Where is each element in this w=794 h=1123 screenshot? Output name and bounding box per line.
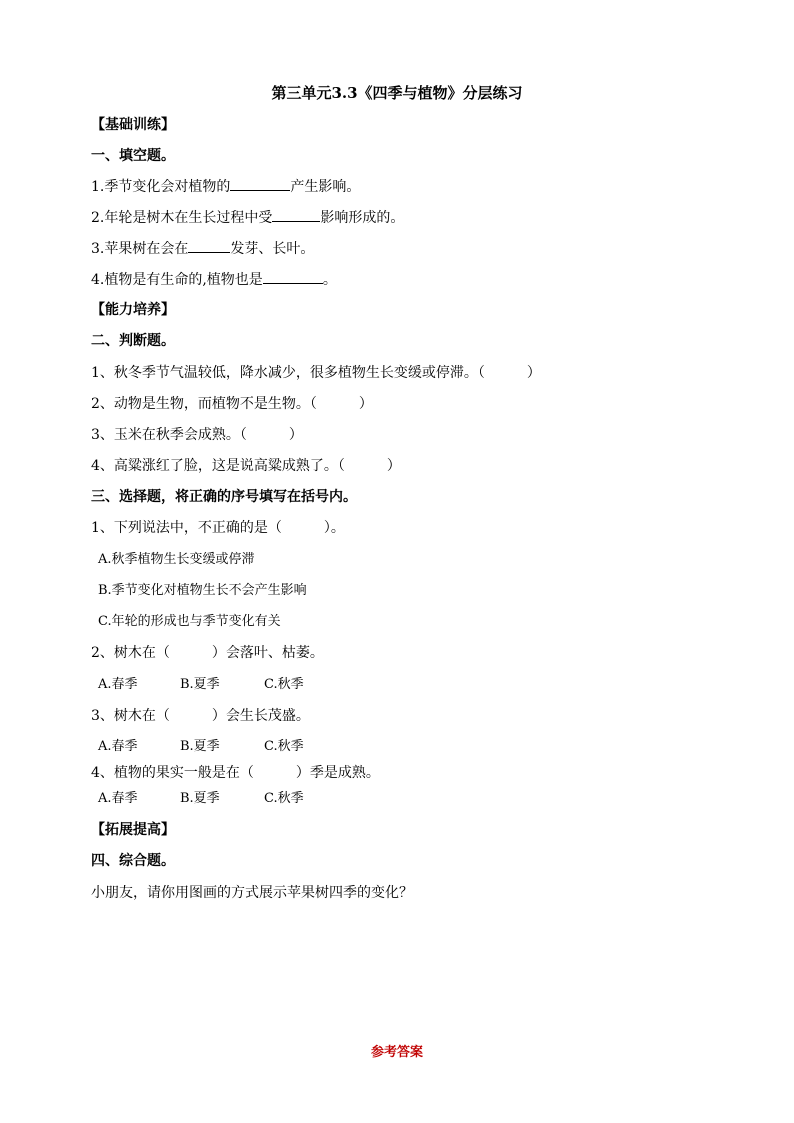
choice-question-1-option-c: C.年轮的形成也与季节变化有关 — [98, 614, 281, 629]
judge-question-1: 1、秋冬季节气温较低，降水减少，很多植物生长变缓或停滞。（ ） — [91, 365, 541, 381]
choice-question-3-option-c: C.秋季 — [264, 739, 304, 754]
fill-question-3-before: 3.苹果树在会在 — [91, 241, 189, 257]
extension-heading: 【拓展提高】 — [91, 822, 175, 838]
answer-blank[interactable] — [230, 177, 290, 191]
answer-blank[interactable] — [188, 239, 230, 253]
fill-question-4-before: 4.植物是有生命的,植物也是 — [91, 272, 263, 288]
fill-question-2 — [91, 208, 404, 227]
comprehensive-section-title: 四、综合题。 — [91, 853, 175, 869]
fill-question-4 — [91, 270, 337, 289]
fill-blank-section-title: 一、填空题。 — [91, 148, 175, 164]
choice-question-2-option-c: C.秋季 — [264, 677, 304, 692]
judge-question-2: 2、动物是生物，而植物不是生物。（ ） — [91, 396, 373, 412]
fill-question-1-before: 1.季节变化会对植物的 — [91, 179, 231, 195]
answer-key-heading: 参考答案 — [370, 1045, 423, 1060]
choice-question-1-option-b: B.季节变化对植物生长不会产生影响 — [98, 583, 307, 598]
fill-question-1 — [91, 177, 360, 196]
choice-question-2-option-a: A.春季 — [98, 677, 138, 692]
choice-question-4-option-b: B.夏季 — [180, 791, 220, 806]
choice-question-3-option-b: B.夏季 — [180, 739, 220, 754]
choice-question-4-option-c: C.秋季 — [264, 791, 304, 806]
ability-training-heading: 【能力培养】 — [91, 302, 175, 318]
choice-section-title: 三、选择题，将正确的序号填写在括号内。 — [91, 489, 357, 505]
choice-question-2-stem: 2、树木在（ ）会落叶、枯萎。 — [91, 645, 324, 661]
fill-question-2-before: 2.年轮是树木在生长过程中受 — [91, 210, 273, 226]
choice-question-4-stem: 4、植物的果实一般是在（ ）季是成熟。 — [91, 765, 380, 781]
answer-blank[interactable] — [263, 270, 323, 284]
choice-question-4-option-a: A.春季 — [98, 791, 138, 806]
basic-training-heading: 【基础训练】 — [91, 117, 175, 133]
fill-question-1-after: 产生影响。 — [290, 179, 361, 195]
choice-question-1-option-a: A.秋季植物生长变缓或停滞 — [98, 552, 255, 567]
choice-question-3-option-a: A.春季 — [98, 739, 138, 754]
fill-question-4-after: 。 — [322, 272, 337, 288]
judge-section-title: 二、判断题。 — [91, 333, 175, 349]
page-title: 第三单元3.3《四季与植物》分层练习 — [271, 84, 523, 102]
drawing-question: 小朋友，请你用图画的方式展示苹果树四季的变化？ — [91, 885, 413, 901]
judge-question-3: 3、玉米在秋季会成熟。（ ） — [91, 427, 303, 443]
fill-question-3 — [91, 239, 314, 258]
fill-question-3-after: 发芽、长叶。 — [230, 241, 315, 257]
choice-question-2-option-b: B.夏季 — [180, 677, 220, 692]
answer-blank[interactable] — [272, 208, 320, 222]
fill-question-2-after: 影响形成的。 — [320, 210, 405, 226]
choice-question-1-stem: 1、下列说法中，不正确的是（ ）。 — [91, 520, 345, 536]
choice-question-3-stem: 3、树木在（ ）会生长茂盛。 — [91, 708, 310, 724]
judge-question-4: 4、高粱涨红了脸，这是说高粱成熟了。（ ） — [91, 458, 401, 474]
